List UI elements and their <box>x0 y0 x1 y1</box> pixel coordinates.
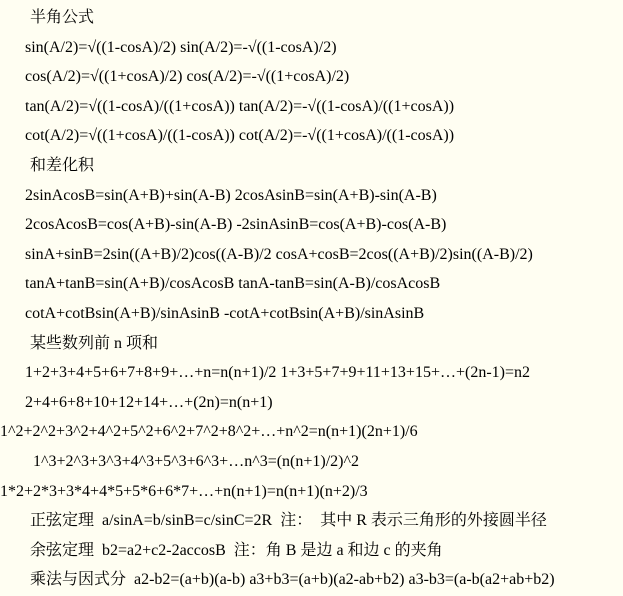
section-heading-half-angle-formulas: 半角公式 <box>30 9 95 26</box>
formula-line-law-of-sines: 正弦定理 a/sinA=b/sinB=c/sinC=2R 注： 其中 R 表示三角形的外接圆半径 <box>30 512 547 530</box>
formula-line-factoring: 乘法与因式分 a2-b2=(a+b)(a-b) a3+b3=(a+b)(a2-ab+b2) a3-b3=(a-b(a2+ab+b2) <box>30 571 555 589</box>
formula-line-sum-evens: 2+4+6+8+10+12+14+…+(2n)=n(n+1) <box>25 393 273 411</box>
formula-line-tanA-plus-tanB: tanA+tanB=sin(A+B)/cosAcosB tanA-tanB=sin(A-B)/cosAcosB <box>25 275 441 293</box>
formula-line-law-of-cosines: 余弦定理 b2=a2+c2-2accosB 注：角 B 是边 a 和边 c 的夹角 <box>30 541 443 559</box>
formula-line-2sinAcosB: 2sinAcosB=sin(A+B)+sin(A-B) 2cosAsinB=sin(A+B)-sin(A-B) <box>25 186 437 204</box>
formula-line-sum-integers: 1+2+3+4+5+6+7+8+9+…+n=n(n+1)/2 1+3+5+7+9+11+13+15+…+(2n-1)=n2 <box>25 364 531 382</box>
formula-line-2cosAcosB: 2cosAcosB=cos(A+B)-sin(A-B) -2sinAsinB=cos(A+B)-cos(A-B) <box>25 216 447 234</box>
formula-line-sum-squares: 1^2+2^2+3^2+4^2+5^2+6^2+7^2+8^2+…+n^2=n(n+1)(2n+1)/6 <box>0 423 418 441</box>
formula-line-sinA-plus-sinB: sinA+sinB=2sin((A+B)/2)cos((A-B)/2 cosA+cosB=2cos((A+B)/2)sin((A-B)/2) <box>25 245 533 263</box>
formula-line-cos-half: cos(A/2)=√((1+cosA)/2) cos(A/2)=-√((1+cosA)/2) <box>25 68 350 86</box>
formula-line-tan-half: tan(A/2)=√((1-cosA)/((1+cosA)) tan(A/2)=-√((1-cosA)/((1+cosA)) <box>25 97 455 115</box>
formula-line-cotA-plus-cotB: cotA+cotBsin(A+B)/sinAsinB -cotA+cotBsin(A+B)/sinAsinB <box>25 304 425 322</box>
formula-line-sum-cubes: 1^3+2^3+3^3+4^3+5^3+6^3+…n^3=(n(n+1)/2)^2 <box>33 452 360 470</box>
formula-line-sin-half: sin(A/2)=√((1-cosA)/2) sin(A/2)=-√((1-cosA)/2) <box>25 38 337 56</box>
section-heading-series-sums: 某些数列前 n 项和 <box>30 334 159 352</box>
formula-line-cot-half: cot(A/2)=√((1+cosA)/((1-cosA)) cot(A/2)=-√((1+cosA)/((1-cosA)) <box>25 127 455 145</box>
section-heading-sum-to-product: 和差化积 <box>30 156 95 174</box>
formula-line-sum-products: 1*2+2*3+3*4+4*5+5*6+6*7+…+n(n+1)=n(n+1)(n+2)/3 <box>0 482 368 500</box>
